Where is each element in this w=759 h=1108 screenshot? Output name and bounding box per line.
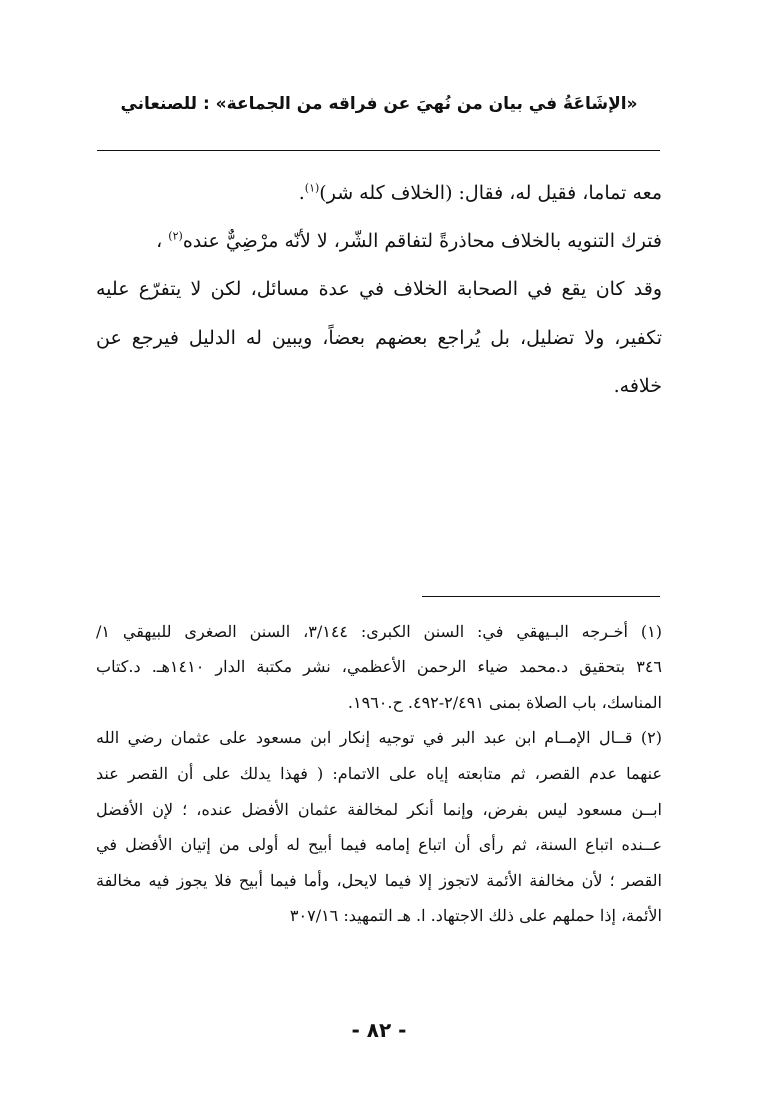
body-line-1 bbox=[96, 178, 662, 208]
footnote-ref-1[interactable]: (١) bbox=[304, 181, 320, 195]
body-line-2-tail: ، bbox=[156, 230, 169, 252]
body-line-3 bbox=[96, 274, 662, 304]
footnote-line: (١) أخـرجه البـيهقي في: السنن الكبرى: ٣/١٤٤، السنن الصغرى للبيهقي ١/ bbox=[96, 622, 662, 641]
footnote-line: (٢) قــال الإمــام ابن عبد البر في توجيه إنكار ابن مسعود على عثمان رضي الله bbox=[96, 728, 662, 747]
body-line-1-text: معه تماما، فقيل له، فقال: (الخلاف كله شر) bbox=[319, 182, 662, 204]
footnote-line: ٣٤٦ بتحقيق د.محمد ضياء الرحمن الأعظمي، نشر مكتبة الدار ١٤١٠هـ. د.كتاب bbox=[96, 657, 662, 676]
body-line-5-text: خلافه. bbox=[613, 375, 662, 397]
footnote-line: عــنده اتباع السنة، ثم رأى أن اتباع إمامه فيما أبيح له أولى من إتيان الأفضل في bbox=[96, 835, 662, 854]
header-divider bbox=[97, 150, 660, 151]
footnote-line: الأئمة، إذا حملهم على ذلك الاجتهاد. ا. هـ التمهيد: ٣٠٧/١٦ bbox=[289, 906, 662, 925]
running-header: «الإشَاعَةُ في بيان من نُهيَ عن فراقه من الجماعة» : للصنعاني bbox=[120, 94, 638, 114]
body-line-2-text: فترك التنويه بالخلاف محاذرةً لتفاقم الشّر، لا لأنّه مرْضِيٌّ عنده bbox=[182, 230, 662, 252]
body-line-5 bbox=[96, 371, 662, 401]
page-number: - ٨٢ - bbox=[351, 1018, 407, 1042]
footnote-divider bbox=[422, 596, 660, 597]
body-line-1-tail: . bbox=[298, 182, 305, 204]
body-line-2 bbox=[96, 226, 662, 256]
footnotes bbox=[96, 618, 662, 974]
body-line-3-text: وقد كان يقع في الصحابة الخلاف في عدة مسائل، لكن لا يتفرّع عليه bbox=[96, 278, 662, 300]
footnote-line: القصر ؛ لأن مخالفة الأئمة لاتجوز إلا فيما لايحل، وأما فيما أبيح فلا يجوز فيه مخالفة bbox=[96, 871, 662, 890]
footnote-line: عنهما عدم القصر، ثم متابعته إياه على الاتمام: ( فهذا يدلك على أن القصر عند bbox=[96, 764, 662, 783]
body-line-4 bbox=[96, 323, 662, 353]
main-text bbox=[96, 178, 662, 408]
footnote-ref-2[interactable]: (٢) bbox=[168, 229, 183, 243]
footnote-line: المناسك، باب الصلاة بمنى ٢/٤٩١-٤٩٢. ح.١٩٦٠. bbox=[347, 693, 662, 712]
footnote-line: ابــن مسعود ليس بفرض، وإنما أنكر لمخالفة عثمان الأفضل عنده، ؛ لإن الأفضل bbox=[96, 800, 662, 819]
body-line-4-text: تكفير، ولا تضليل، بل يُراجع بعضهم بعضاً، ويبين له الدليل فيرجع عن bbox=[96, 327, 662, 349]
